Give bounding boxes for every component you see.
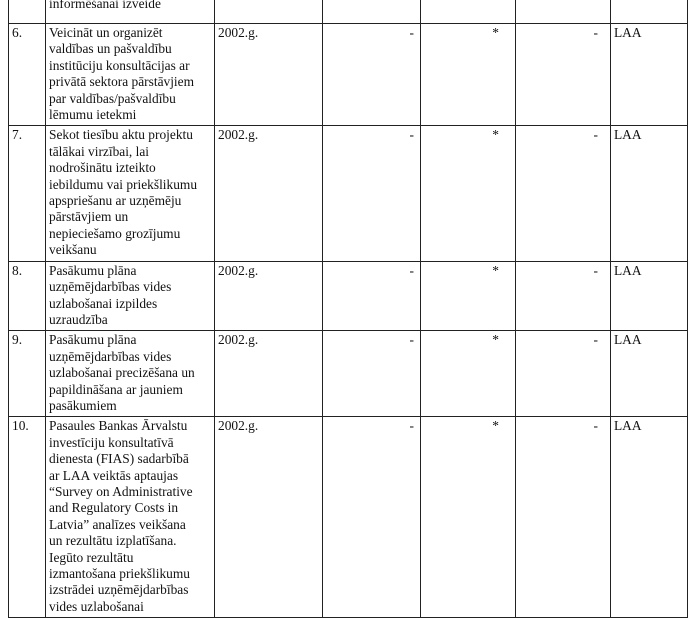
column-3-cell [516, 126, 611, 261]
responsible: LAA [611, 261, 688, 331]
table-row [9, 0, 688, 24]
deadline: 2002.g. [215, 261, 323, 331]
column-1-cell [323, 331, 421, 417]
column-3-value: - [593, 418, 598, 434]
measure-description [46, 24, 215, 126]
measure-description [46, 417, 215, 618]
deadline: 2002.g. [215, 331, 323, 417]
measure-description-text: informēšanai izveide [49, 0, 161, 11]
measure-description [46, 126, 215, 261]
table-row [9, 24, 688, 126]
responsible [611, 0, 688, 24]
table-row [9, 126, 688, 261]
measure-description-text: Pasaules Bankas Ārvalstu investīciju konsultatīvā dienesta (FIAS) sadarbībā ar LAA veiktās aptaujas “Survey on Administrative and Regulatory Costs in Latvia” analīzes veikšana un rezultātu izplatīšana. Iegūto rezultātu izmantošana priekšlikumu izstrādei uzņēmējdarbības vides uzlabošanai [49, 418, 193, 614]
column-3-cell [516, 417, 611, 618]
column-2-cell [421, 417, 516, 618]
column-3-value: - [593, 332, 598, 348]
measure-description [46, 331, 215, 417]
column-3-value: - [593, 127, 598, 143]
deadline: 2002.g. [215, 417, 323, 618]
column-1-value: - [409, 25, 414, 40]
measure-description [46, 0, 215, 24]
column-3-cell [516, 0, 611, 24]
row-number: 9. [9, 331, 46, 417]
measure-description-text: Pasākumu plāna uzņēmējdarbības vides uzlabošanai izpildes uzraudzība [49, 262, 172, 327]
measure-description [46, 261, 215, 331]
column-1-cell [323, 261, 421, 331]
column-2-cell [421, 0, 516, 24]
column-2-value: * [492, 25, 499, 40]
measure-description-text: Veicināt un organizēt valdības un pašvaldību institūciju konsultācijas ar privātā sektora pārstāvjiem par valdības/pašvaldību lēmumu ietekmi [49, 25, 195, 123]
column-2-cell [421, 24, 516, 126]
table-row [9, 417, 688, 618]
measure-description-text: Sekot tiesību aktu projektu tālākai virzībai, lai nodrošinātu izteikto iebildumu vai priekšlikumu apspriešanu ar uzņēmēju pārstāvjiem un nepieciešamo grozījumu veikšanu [49, 127, 198, 258]
table-row [9, 331, 688, 417]
column-1-cell [323, 417, 421, 618]
responsible: LAA [611, 417, 688, 618]
responsible: LAA [611, 24, 688, 126]
measure-description-text: Pasākumu plāna uzņēmējdarbības vides uzlabošanai precizēšana un papildināšana ar jauniem pasākumiem [49, 332, 195, 413]
responsible: LAA [611, 126, 688, 261]
column-2-value: * [492, 332, 499, 348]
row-number [9, 0, 46, 24]
column-1-value: - [409, 262, 414, 278]
row-number: 8. [9, 261, 46, 331]
deadline [215, 0, 323, 24]
deadline: 2002.g. [215, 24, 323, 126]
row-number: 7. [9, 126, 46, 261]
measures-table [8, 0, 688, 618]
column-2-cell [421, 126, 516, 261]
column-1-cell [323, 24, 421, 126]
column-1-value: - [409, 332, 414, 348]
column-2-value: * [492, 418, 499, 434]
deadline: 2002.g. [215, 126, 323, 261]
column-3-value: - [593, 25, 598, 40]
column-1-value: - [409, 418, 414, 434]
column-3-cell [516, 331, 611, 417]
column-3-cell [516, 261, 611, 331]
row-number: 6. [9, 24, 46, 126]
row-number: 10. [9, 417, 46, 618]
column-2-value: * [492, 262, 499, 278]
responsible: LAA [611, 331, 688, 417]
column-2-cell [421, 331, 516, 417]
column-2-cell [421, 261, 516, 331]
column-2-value: * [492, 127, 499, 143]
column-1-value: - [409, 127, 414, 143]
column-3-cell [516, 24, 611, 126]
column-1-cell [323, 126, 421, 261]
column-3-value: - [593, 262, 598, 278]
table-row [9, 261, 688, 331]
column-1-cell [323, 0, 421, 24]
